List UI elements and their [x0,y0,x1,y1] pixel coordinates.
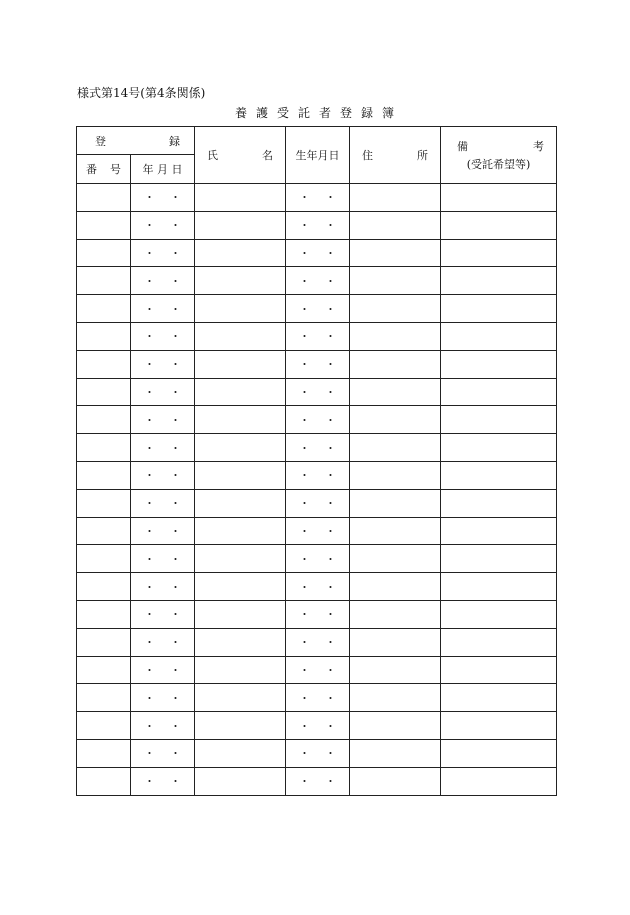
date-cell[interactable] [131,350,195,378]
table-row [77,322,557,350]
birthdate-cell[interactable] [286,517,350,545]
remarks-cell[interactable] [441,767,557,795]
name-cell[interactable] [195,211,286,239]
date-separator-dot: ・ [325,580,336,594]
table-row [77,573,557,601]
date-separator-dot: ・ [144,691,155,705]
address-cell[interactable] [350,489,441,517]
birthdate-cell[interactable] [286,767,350,795]
date-separator-dot: ・ [144,358,155,372]
date-separator-dot: ・ [170,274,181,288]
date-separator-dot: ・ [325,302,336,316]
date-separator-dot: ・ [170,691,181,705]
date-cell[interactable] [131,322,195,350]
date-separator-dot: ・ [170,413,181,427]
date-separator-dot: ・ [144,330,155,344]
number-cell[interactable] [77,684,131,712]
table-row [77,211,557,239]
date-separator-dot: ・ [299,747,310,761]
header-name-char1: 氏 [207,149,218,162]
birthdate-cell[interactable] [286,211,350,239]
birthdate-cell[interactable] [286,712,350,740]
address-cell[interactable] [350,211,441,239]
number-cell[interactable] [77,656,131,684]
address-cell[interactable] [350,545,441,573]
date-cell[interactable] [131,628,195,656]
date-separator-dot: ・ [144,385,155,399]
date-separator-dot: ・ [144,441,155,455]
date-separator-dot: ・ [299,274,310,288]
date-separator-dot: ・ [144,663,155,677]
header-remarks-char2: 考 [533,140,544,153]
remarks-cell[interactable] [441,600,557,628]
date-separator-dot: ・ [144,413,155,427]
name-cell[interactable] [195,712,286,740]
number-cell[interactable] [77,378,131,406]
address-cell[interactable] [350,684,441,712]
number-cell[interactable] [77,517,131,545]
date-cell[interactable] [131,434,195,462]
table-row [77,684,557,712]
table-row [77,295,557,323]
birthdate-cell[interactable] [286,378,350,406]
remarks-cell[interactable] [441,267,557,295]
header-address [350,127,441,184]
address-cell[interactable] [350,573,441,601]
name-cell[interactable] [195,239,286,267]
date-separator-dot: ・ [299,663,310,677]
address-cell[interactable] [350,295,441,323]
remarks-cell[interactable] [441,350,557,378]
date-cell[interactable] [131,406,195,434]
date-separator-dot: ・ [325,497,336,511]
table-row [77,434,557,462]
date-cell[interactable] [131,267,195,295]
date-cell[interactable] [131,378,195,406]
header-address-char2: 所 [417,149,428,162]
number-cell[interactable] [77,712,131,740]
remarks-cell[interactable] [441,184,557,212]
date-separator-dot: ・ [299,385,310,399]
date-separator-dot: ・ [325,552,336,566]
date-cell[interactable] [131,545,195,573]
remarks-cell[interactable] [441,295,557,323]
address-cell[interactable] [350,239,441,267]
date-separator-dot: ・ [170,663,181,677]
name-cell[interactable] [195,406,286,434]
date-separator-dot: ・ [299,608,310,622]
address-cell[interactable] [350,184,441,212]
date-separator-dot: ・ [170,358,181,372]
name-cell[interactable] [195,434,286,462]
address-cell[interactable] [350,267,441,295]
number-cell[interactable] [77,461,131,489]
date-separator-dot: ・ [144,719,155,733]
header-name-char2: 名 [262,149,273,162]
remarks-cell[interactable] [441,545,557,573]
birthdate-cell[interactable] [286,573,350,601]
address-cell[interactable] [350,406,441,434]
birthdate-cell[interactable] [286,600,350,628]
remarks-cell[interactable] [441,322,557,350]
date-separator-dot: ・ [144,552,155,566]
number-cell[interactable] [77,545,131,573]
date-separator-dot: ・ [144,608,155,622]
date-separator-dot: ・ [299,191,310,205]
date-separator-dot: ・ [325,663,336,677]
date-separator-dot: ・ [144,747,155,761]
date-separator-dot: ・ [144,775,155,789]
birthdate-cell[interactable] [286,545,350,573]
date-separator-dot: ・ [170,580,181,594]
table-row [77,712,557,740]
remarks-cell[interactable] [441,739,557,767]
table-row [77,267,557,295]
date-separator-dot: ・ [299,552,310,566]
birthdate-cell[interactable] [286,239,350,267]
birthdate-cell[interactable] [286,267,350,295]
date-separator-dot: ・ [325,358,336,372]
date-separator-dot: ・ [299,469,310,483]
date-separator-dot: ・ [325,330,336,344]
name-cell[interactable] [195,600,286,628]
date-separator-dot: ・ [325,691,336,705]
date-separator-dot: ・ [170,775,181,789]
table-row [77,350,557,378]
table-row [77,184,557,212]
date-separator-dot: ・ [170,330,181,344]
header-remarks-note: (受託希望等) [466,158,531,171]
date-separator-dot: ・ [144,636,155,650]
number-cell[interactable] [77,628,131,656]
header-number-char1: 番 [86,163,97,176]
date-separator-dot: ・ [325,608,336,622]
date-cell[interactable] [131,656,195,684]
number-cell[interactable] [77,600,131,628]
name-cell[interactable] [195,767,286,795]
date-separator-dot: ・ [144,274,155,288]
date-separator-dot: ・ [325,747,336,761]
date-cell[interactable] [131,767,195,795]
remarks-cell[interactable] [441,211,557,239]
header-address-char1: 住 [362,149,373,162]
name-cell[interactable] [195,628,286,656]
date-separator-dot: ・ [170,469,181,483]
birthdate-cell[interactable] [286,406,350,434]
number-cell[interactable] [77,211,131,239]
address-cell[interactable] [350,628,441,656]
registration-table [76,126,557,796]
date-cell[interactable] [131,739,195,767]
birthdate-cell[interactable] [286,656,350,684]
name-cell[interactable] [195,573,286,601]
date-separator-dot: ・ [144,302,155,316]
date-cell[interactable] [131,295,195,323]
header-registration-char2: 録 [169,134,180,148]
date-separator-dot: ・ [325,469,336,483]
birthdate-cell[interactable] [286,350,350,378]
date-separator-dot: ・ [144,497,155,511]
table-row [77,656,557,684]
address-cell[interactable] [350,712,441,740]
remarks-cell[interactable] [441,239,557,267]
name-cell[interactable] [195,517,286,545]
remarks-cell[interactable] [441,712,557,740]
birthdate-cell[interactable] [286,628,350,656]
number-cell[interactable] [77,267,131,295]
header-remarks [441,127,557,184]
date-cell[interactable] [131,489,195,517]
number-cell[interactable] [77,350,131,378]
header-date: 年 月 日 [131,155,195,184]
table-row [77,239,557,267]
number-cell[interactable] [77,434,131,462]
date-separator-dot: ・ [299,524,310,538]
table-row [77,378,557,406]
date-separator-dot: ・ [299,302,310,316]
date-cell[interactable] [131,461,195,489]
number-cell[interactable] [77,406,131,434]
date-separator-dot: ・ [299,219,310,233]
date-separator-dot: ・ [170,636,181,650]
date-separator-dot: ・ [325,524,336,538]
birthdate-cell[interactable] [286,684,350,712]
name-cell[interactable] [195,267,286,295]
address-cell[interactable] [350,322,441,350]
date-separator-dot: ・ [299,246,310,260]
table-row [77,489,557,517]
date-separator-dot: ・ [325,636,336,650]
date-separator-dot: ・ [170,302,181,316]
birthdate-cell[interactable] [286,489,350,517]
table-row [77,406,557,434]
date-cell[interactable] [131,712,195,740]
table-row [77,517,557,545]
number-cell[interactable] [77,739,131,767]
date-separator-dot: ・ [144,580,155,594]
date-separator-dot: ・ [325,191,336,205]
table-row [77,545,557,573]
date-separator-dot: ・ [299,358,310,372]
date-separator-dot: ・ [170,441,181,455]
birthdate-cell[interactable] [286,184,350,212]
date-separator-dot: ・ [299,497,310,511]
date-separator-dot: ・ [170,524,181,538]
number-cell[interactable] [77,184,131,212]
date-separator-dot: ・ [299,691,310,705]
date-separator-dot: ・ [170,191,181,205]
address-cell[interactable] [350,656,441,684]
name-cell[interactable] [195,322,286,350]
table-row [77,628,557,656]
number-cell[interactable] [77,322,131,350]
birthdate-cell[interactable] [286,322,350,350]
remarks-cell[interactable] [441,434,557,462]
table-row [77,767,557,795]
date-cell[interactable] [131,517,195,545]
date-cell[interactable] [131,573,195,601]
header-registration [77,127,195,155]
date-separator-dot: ・ [299,413,310,427]
date-separator-dot: ・ [144,246,155,260]
date-separator-dot: ・ [299,636,310,650]
date-separator-dot: ・ [299,775,310,789]
date-separator-dot: ・ [299,580,310,594]
header-birthdate: 生年月日 [286,127,350,184]
address-cell[interactable] [350,739,441,767]
date-separator-dot: ・ [325,219,336,233]
remarks-cell[interactable] [441,489,557,517]
date-separator-dot: ・ [170,497,181,511]
table-row [77,461,557,489]
birthdate-cell[interactable] [286,461,350,489]
date-cell[interactable] [131,239,195,267]
remarks-cell[interactable] [441,656,557,684]
date-separator-dot: ・ [170,246,181,260]
name-cell[interactable] [195,545,286,573]
number-cell[interactable] [77,295,131,323]
document-title: 養護受託者登録簿 [234,106,403,120]
table-row [77,600,557,628]
address-cell[interactable] [350,600,441,628]
date-separator-dot: ・ [170,608,181,622]
name-cell[interactable] [195,461,286,489]
date-separator-dot: ・ [299,330,310,344]
date-cell[interactable] [131,684,195,712]
date-separator-dot: ・ [170,552,181,566]
name-cell[interactable] [195,350,286,378]
name-cell[interactable] [195,184,286,212]
name-cell[interactable] [195,489,286,517]
date-separator-dot: ・ [325,775,336,789]
date-separator-dot: ・ [170,719,181,733]
date-cell[interactable] [131,184,195,212]
date-separator-dot: ・ [325,413,336,427]
date-cell[interactable] [131,600,195,628]
header-registration-char1: 登 [95,134,106,148]
header-name [195,127,286,184]
remarks-cell[interactable] [441,573,557,601]
address-cell[interactable] [350,434,441,462]
date-separator-dot: ・ [325,719,336,733]
date-separator-dot: ・ [299,719,310,733]
birthdate-cell[interactable] [286,434,350,462]
remarks-cell[interactable] [441,684,557,712]
name-cell[interactable] [195,739,286,767]
address-cell[interactable] [350,350,441,378]
birthdate-cell[interactable] [286,739,350,767]
date-separator-dot: ・ [170,747,181,761]
date-separator-dot: ・ [325,246,336,260]
remarks-cell[interactable] [441,378,557,406]
name-cell[interactable] [195,684,286,712]
name-cell[interactable] [195,656,286,684]
date-separator-dot: ・ [170,219,181,233]
date-separator-dot: ・ [144,524,155,538]
name-cell[interactable] [195,378,286,406]
address-cell[interactable] [350,461,441,489]
date-separator-dot: ・ [144,191,155,205]
date-separator-dot: ・ [144,469,155,483]
form-number: 様式第14号(第4条関係) [77,86,206,100]
address-cell[interactable] [350,378,441,406]
number-cell[interactable] [77,767,131,795]
date-separator-dot: ・ [325,274,336,288]
name-cell[interactable] [195,295,286,323]
number-cell[interactable] [77,489,131,517]
date-separator-dot: ・ [325,441,336,455]
birthdate-cell[interactable] [286,295,350,323]
header-number [77,155,131,184]
remarks-cell[interactable] [441,406,557,434]
date-cell[interactable] [131,211,195,239]
header-remarks-char1: 備 [457,140,468,153]
header-number-char2: 号 [110,163,121,176]
remarks-cell[interactable] [441,517,557,545]
remarks-cell[interactable] [441,461,557,489]
date-separator-dot: ・ [170,385,181,399]
date-separator-dot: ・ [325,385,336,399]
date-separator-dot: ・ [144,219,155,233]
register-rows [77,184,557,796]
table-row [77,739,557,767]
address-cell[interactable] [350,517,441,545]
number-cell[interactable] [77,239,131,267]
remarks-cell[interactable] [441,628,557,656]
number-cell[interactable] [77,573,131,601]
date-separator-dot: ・ [299,441,310,455]
address-cell[interactable] [350,767,441,795]
